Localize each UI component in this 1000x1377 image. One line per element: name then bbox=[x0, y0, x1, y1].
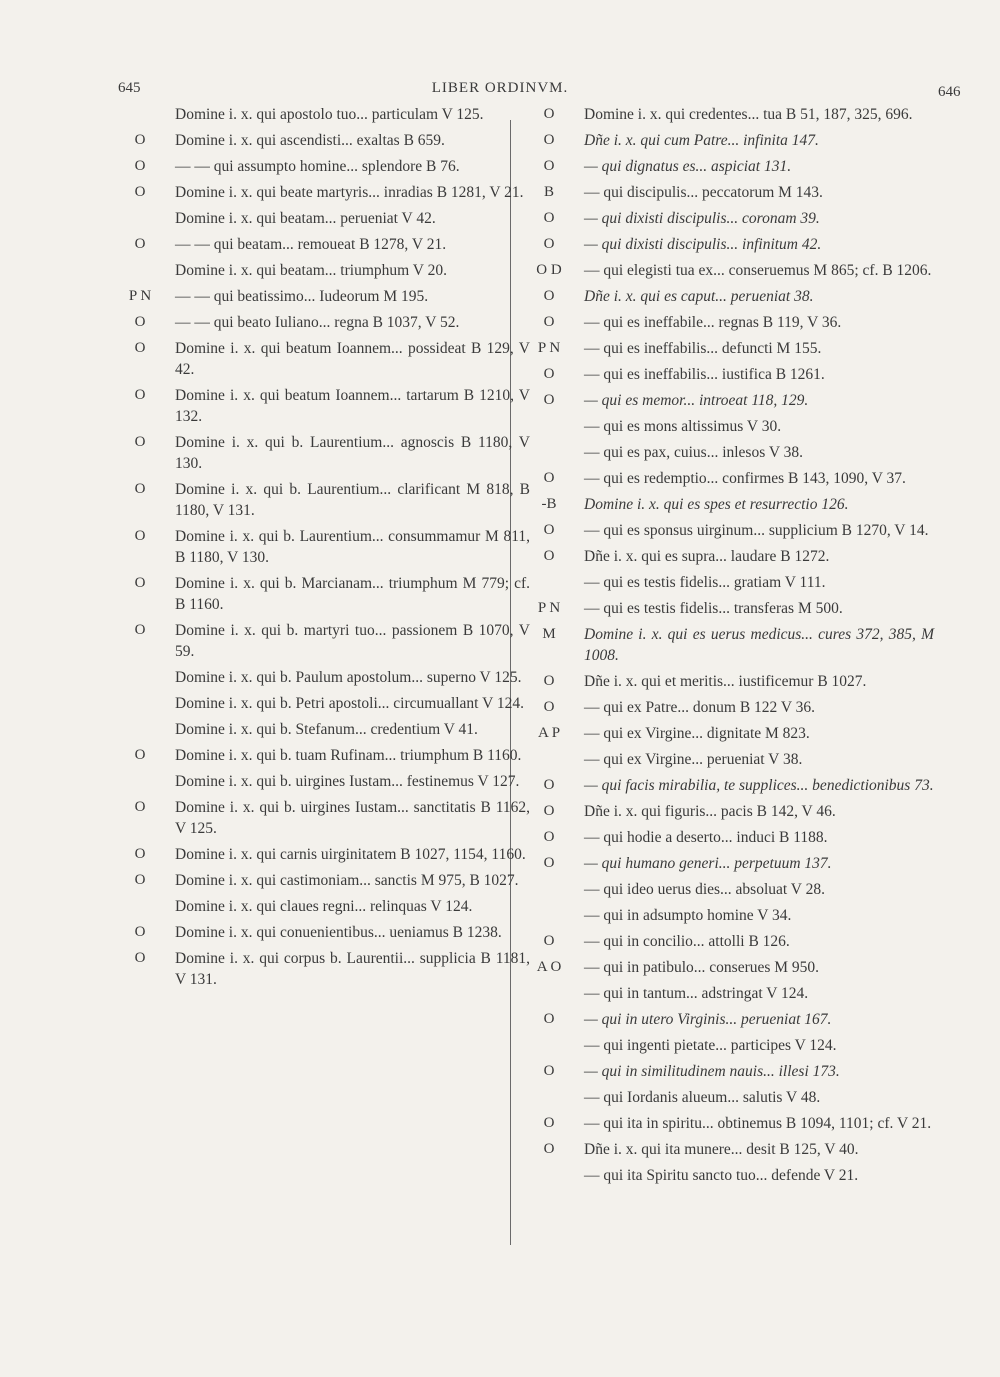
source-mark: O bbox=[134, 924, 146, 940]
source-mark: O bbox=[543, 392, 555, 408]
entry-text: Domine i. x. qui beate martyris... inradias B 1281, V 21. bbox=[175, 184, 524, 201]
index-entry bbox=[524, 546, 934, 567]
index-entry bbox=[524, 853, 934, 874]
entry-text: Domine i. x. qui corpus b. Laurentii... supplicia B 1181, V 131. bbox=[175, 950, 530, 988]
index-entry bbox=[115, 922, 530, 943]
source-mark: P N bbox=[128, 288, 152, 304]
entry-text: — qui ex Patre... donum B 122 V 36. bbox=[584, 699, 816, 716]
entry-text: — qui es ineffabile... regnas B 119, V 36. bbox=[584, 314, 842, 331]
entry-text: Domine i. x. qui carnis uirginitatem B 1027, 1154, 1160. bbox=[175, 846, 526, 863]
entry-text: — qui facis mirabilia, te supplices... benedictionibus 73. bbox=[584, 777, 934, 794]
index-entry bbox=[115, 104, 530, 125]
entry-text: — qui elegisti tua ex... conseruemus M 865; cf. B 1206. bbox=[584, 262, 932, 279]
entry-text: — qui ex Virgine... perueniat V 38. bbox=[584, 751, 803, 768]
entry-text: Domine i. x. qui castimoniam... sanctis M 975, B 1027. bbox=[175, 872, 519, 889]
entry-text: — qui es pax, cuius... inlesos V 38. bbox=[584, 444, 804, 461]
index-entry bbox=[524, 983, 934, 1004]
entry-text: — qui es testis fidelis... gratiam V 111. bbox=[584, 574, 826, 591]
left-column bbox=[115, 104, 530, 995]
index-entry bbox=[524, 390, 934, 411]
entry-text: Dñe i. x. qui figuris... pacis B 142, V 46. bbox=[584, 803, 836, 820]
index-entry bbox=[115, 948, 530, 990]
source-mark: A P bbox=[537, 725, 561, 741]
index-entry bbox=[115, 896, 530, 917]
index-entry bbox=[115, 719, 530, 740]
index-entry bbox=[115, 286, 530, 307]
index-entry bbox=[524, 468, 934, 489]
entry-text: — qui dixisti discipulis... infinitum 42. bbox=[584, 236, 822, 253]
source-mark: O bbox=[134, 575, 146, 591]
entry-text: — — qui beatissimo... Iudeorum M 195. bbox=[175, 288, 429, 305]
entry-text: Domine i. x. qui b. Marcianam... triumphum M 779; cf. B 1160. bbox=[175, 575, 530, 613]
entry-text: — qui discipulis... peccatorum M 143. bbox=[584, 184, 823, 201]
entry-text: Domine i. x. qui claues regni... relinquas V 124. bbox=[175, 898, 473, 915]
index-entry bbox=[524, 1113, 934, 1134]
entry-text: Domine i. x. qui beatam... triumphum V 20. bbox=[175, 262, 447, 279]
entry-text: Domine i. x. qui b. Laurentium... consummamur M 811, B 1180, V 130. bbox=[175, 528, 530, 566]
index-entry bbox=[115, 156, 530, 177]
entry-text: Domine i. x. qui b. uirgines Iustam... festinemus V 127. bbox=[175, 773, 520, 790]
source-mark: O bbox=[543, 314, 555, 330]
source-mark: O bbox=[543, 366, 555, 382]
index-entry bbox=[524, 338, 934, 359]
source-mark: O bbox=[134, 158, 146, 174]
entry-text: Domine i. x. qui beatam... perueniat V 42. bbox=[175, 210, 436, 227]
index-entry bbox=[524, 775, 934, 796]
entry-text: Domine i. x. qui es spes et resurrectio 126. bbox=[584, 496, 849, 513]
source-mark: O bbox=[543, 470, 555, 486]
index-entry bbox=[115, 771, 530, 792]
source-mark: O bbox=[134, 340, 146, 356]
index-entry bbox=[524, 749, 934, 770]
source-mark: O D bbox=[536, 262, 562, 278]
index-entry bbox=[115, 693, 530, 714]
index-entry bbox=[524, 1165, 934, 1186]
source-mark: O bbox=[543, 699, 555, 715]
source-mark: O bbox=[543, 522, 555, 538]
running-head: LIBER ORDINVM. bbox=[431, 80, 569, 96]
index-entry bbox=[115, 479, 530, 521]
source-mark: O bbox=[543, 673, 555, 689]
source-mark: O bbox=[134, 236, 146, 252]
source-mark: O bbox=[543, 158, 555, 174]
entry-text: Domine i. x. qui beatum Ioannem... possideat B 129, V 42. bbox=[175, 340, 530, 378]
source-mark: O bbox=[543, 933, 555, 949]
entry-text: Domine i. x. qui b. tuam Rufinam... triumphum B 1160. bbox=[175, 747, 522, 764]
source-mark: O bbox=[543, 803, 555, 819]
entry-text: — qui humano generi... perpetuum 137. bbox=[584, 855, 832, 872]
entry-text: Domine i. x. qui b. Laurentium... clarificant M 818, B 1180, V 131. bbox=[175, 481, 530, 519]
entry-text: Dñe i. x. qui es caput... perueniat 38. bbox=[584, 288, 814, 305]
source-mark: O bbox=[134, 387, 146, 403]
entry-text: Domine i. x. qui b. Paulum apostolum... superno V 125. bbox=[175, 669, 522, 686]
index-entry bbox=[524, 1139, 934, 1160]
index-entry bbox=[524, 931, 934, 952]
entry-text: — — qui assumpto homine... splendore B 76. bbox=[175, 158, 460, 175]
entry-text: — qui ita Spiritu sancto tuo... defende V 21. bbox=[584, 1167, 859, 1184]
entry-text: — qui in adsumpto homine V 34. bbox=[584, 907, 792, 924]
source-mark: M bbox=[542, 626, 556, 642]
index-entry bbox=[524, 130, 934, 151]
source-mark: O bbox=[134, 846, 146, 862]
source-mark: O bbox=[543, 1011, 555, 1027]
entry-text: — qui es testis fidelis... transferas M 500. bbox=[584, 600, 843, 617]
entry-text: — qui es mons altissimus V 30. bbox=[584, 418, 782, 435]
source-mark: O bbox=[543, 210, 555, 226]
page-number-right: 646 bbox=[938, 84, 961, 100]
source-mark: O bbox=[543, 106, 555, 122]
index-entry bbox=[524, 624, 934, 666]
source-mark: O bbox=[134, 434, 146, 450]
entry-text: — qui es redemptio... confirmes B 143, 1090, V 37. bbox=[584, 470, 906, 487]
source-mark: O bbox=[543, 236, 555, 252]
index-entry bbox=[524, 286, 934, 307]
source-mark: O bbox=[134, 747, 146, 763]
index-entry bbox=[524, 364, 934, 385]
entry-text: — qui es ineffabilis... iustifica B 1261. bbox=[584, 366, 825, 383]
entry-text: — qui es ineffabilis... defuncti M 155. bbox=[584, 340, 822, 357]
entry-text: — qui in tantum... adstringat V 124. bbox=[584, 985, 809, 1002]
index-entry bbox=[524, 723, 934, 744]
index-entry bbox=[115, 526, 530, 568]
entry-text: — qui in patibulo... conserues M 950. bbox=[584, 959, 820, 976]
index-entry bbox=[115, 667, 530, 688]
entry-text: Domine i. x. qui es uerus medicus... cures 372, 385, M 1008. bbox=[584, 626, 934, 664]
entry-text: — qui dixisti discipulis... coronam 39. bbox=[584, 210, 820, 227]
index-entry bbox=[115, 432, 530, 474]
index-entry bbox=[524, 697, 934, 718]
entry-text: Dñe i. x. qui cum Patre... infinita 147. bbox=[584, 132, 819, 149]
index-entry bbox=[115, 234, 530, 255]
index-entry bbox=[115, 573, 530, 615]
entry-text: Domine i. x. qui apostolo tuo... particulam V 125. bbox=[175, 106, 484, 123]
entry-text: — qui ita in spiritu... obtinemus B 1094, 1101; cf. V 21. bbox=[584, 1115, 932, 1132]
source-mark: O bbox=[134, 314, 146, 330]
index-entry bbox=[524, 598, 934, 619]
index-entry bbox=[524, 494, 934, 515]
index-entry bbox=[115, 745, 530, 766]
entry-text: Dñe i. x. qui ita munere... desit B 125, V 40. bbox=[584, 1141, 859, 1158]
index-entry bbox=[524, 312, 934, 333]
index-entry bbox=[115, 338, 530, 380]
index-entry bbox=[524, 827, 934, 848]
source-mark: O bbox=[543, 1141, 555, 1157]
source-mark: O bbox=[543, 855, 555, 871]
index-entry bbox=[524, 1035, 934, 1056]
source-mark: O bbox=[134, 184, 146, 200]
index-entry bbox=[115, 870, 530, 891]
entry-text: Domine i. x. qui ascendisti... exaltas B 659. bbox=[175, 132, 445, 149]
right-column bbox=[524, 104, 934, 1191]
source-mark: O bbox=[543, 829, 555, 845]
index-entry bbox=[524, 234, 934, 255]
source-mark: O bbox=[134, 132, 146, 148]
source-mark: O bbox=[134, 528, 146, 544]
entry-text: — qui dignatus es... aspiciat 131. bbox=[584, 158, 792, 175]
source-mark: P N bbox=[537, 340, 561, 356]
source-mark: P N bbox=[537, 600, 561, 616]
entry-text: Domine i. x. qui b. uirgines Iustam... sanctitatis B 1162, V 125. bbox=[175, 799, 530, 837]
entry-text: — qui in similitudinem nauis... illesi 173. bbox=[584, 1063, 840, 1080]
source-mark: O bbox=[134, 872, 146, 888]
source-mark: O bbox=[134, 950, 146, 966]
index-entry bbox=[524, 1009, 934, 1030]
source-mark: O bbox=[543, 1115, 555, 1131]
entry-text: — — qui beatam... remoueat B 1278, V 21. bbox=[175, 236, 447, 253]
entry-text: Domine i. x. qui b. Petri apostoli... circumuallant V 124. bbox=[175, 695, 524, 712]
source-mark: O bbox=[543, 777, 555, 793]
source-mark: O bbox=[134, 622, 146, 638]
index-entry bbox=[524, 156, 934, 177]
index-entry bbox=[115, 182, 530, 203]
entry-text: — qui hodie a deserto... induci B 1188. bbox=[584, 829, 828, 846]
index-entry bbox=[524, 905, 934, 926]
index-entry bbox=[524, 671, 934, 692]
source-mark: -B bbox=[541, 496, 557, 512]
index-entry bbox=[524, 957, 934, 978]
index-entry bbox=[524, 208, 934, 229]
source-mark: B bbox=[543, 184, 554, 200]
entry-text: Domine i. x. qui b. Stefanum... credentium V 41. bbox=[175, 721, 478, 738]
index-entry bbox=[524, 801, 934, 822]
index-entry bbox=[115, 312, 530, 333]
entry-text: — qui in concilio... attolli B 126. bbox=[584, 933, 790, 950]
entry-text: — — qui beato Iuliano... regna B 1037, V 52. bbox=[175, 314, 460, 331]
index-entry bbox=[524, 442, 934, 463]
entry-text: Domine i. x. qui conuenientibus... ueniamus B 1238. bbox=[175, 924, 502, 941]
entry-text: Domine i. x. qui credentes... tua B 51, 187, 325, 696. bbox=[584, 106, 913, 123]
entry-text: Domine i. x. qui b. Laurentium... agnoscis B 1180, V 130. bbox=[175, 434, 530, 472]
index-entry bbox=[115, 844, 530, 865]
index-entry bbox=[115, 797, 530, 839]
source-mark: A O bbox=[536, 959, 562, 975]
source-mark: O bbox=[134, 799, 146, 815]
entry-text: — qui es sponsus uirginum... supplicium B 1270, V 14. bbox=[584, 522, 929, 539]
source-mark: O bbox=[543, 132, 555, 148]
index-entry bbox=[115, 385, 530, 427]
index-entry bbox=[524, 104, 934, 125]
entry-text: — qui Iordanis alueum... salutis V 48. bbox=[584, 1089, 821, 1106]
entry-text: — qui in utero Virginis... perueniat 167. bbox=[584, 1011, 832, 1028]
index-entry bbox=[524, 1087, 934, 1108]
entry-text: Dñe i. x. qui et meritis... iustificemur B 1027. bbox=[584, 673, 867, 690]
index-entry bbox=[524, 416, 934, 437]
index-entry bbox=[524, 182, 934, 203]
index-entry bbox=[524, 260, 934, 281]
index-entry bbox=[524, 1061, 934, 1082]
index-entry bbox=[524, 879, 934, 900]
index-entry bbox=[524, 520, 934, 541]
index-entry bbox=[524, 572, 934, 593]
entry-text: — qui es memor... introeat 118, 129. bbox=[584, 392, 809, 409]
index-entry bbox=[115, 620, 530, 662]
source-mark: O bbox=[543, 548, 555, 564]
entry-text: Dñe i. x. qui es supra... laudare B 1272. bbox=[584, 548, 830, 565]
source-mark: O bbox=[543, 1063, 555, 1079]
page-number-left: 645 bbox=[118, 80, 141, 96]
entry-text: — qui ingenti pietate... participes V 124. bbox=[584, 1037, 837, 1054]
entry-text: Domine i. x. qui beatum Ioannem... tartarum B 1210, V 132. bbox=[175, 387, 530, 425]
entry-text: — qui ex Virgine... dignitate M 823. bbox=[584, 725, 810, 742]
index-entry bbox=[115, 260, 530, 281]
entry-text: — qui ideo uerus dies... absoluat V 28. bbox=[584, 881, 825, 898]
entry-text: Domine i. x. qui b. martyri tuo... passionem B 1070, V 59. bbox=[175, 622, 530, 660]
source-mark: O bbox=[134, 481, 146, 497]
index-entry bbox=[115, 208, 530, 229]
index-entry bbox=[115, 130, 530, 151]
source-mark: O bbox=[543, 288, 555, 304]
